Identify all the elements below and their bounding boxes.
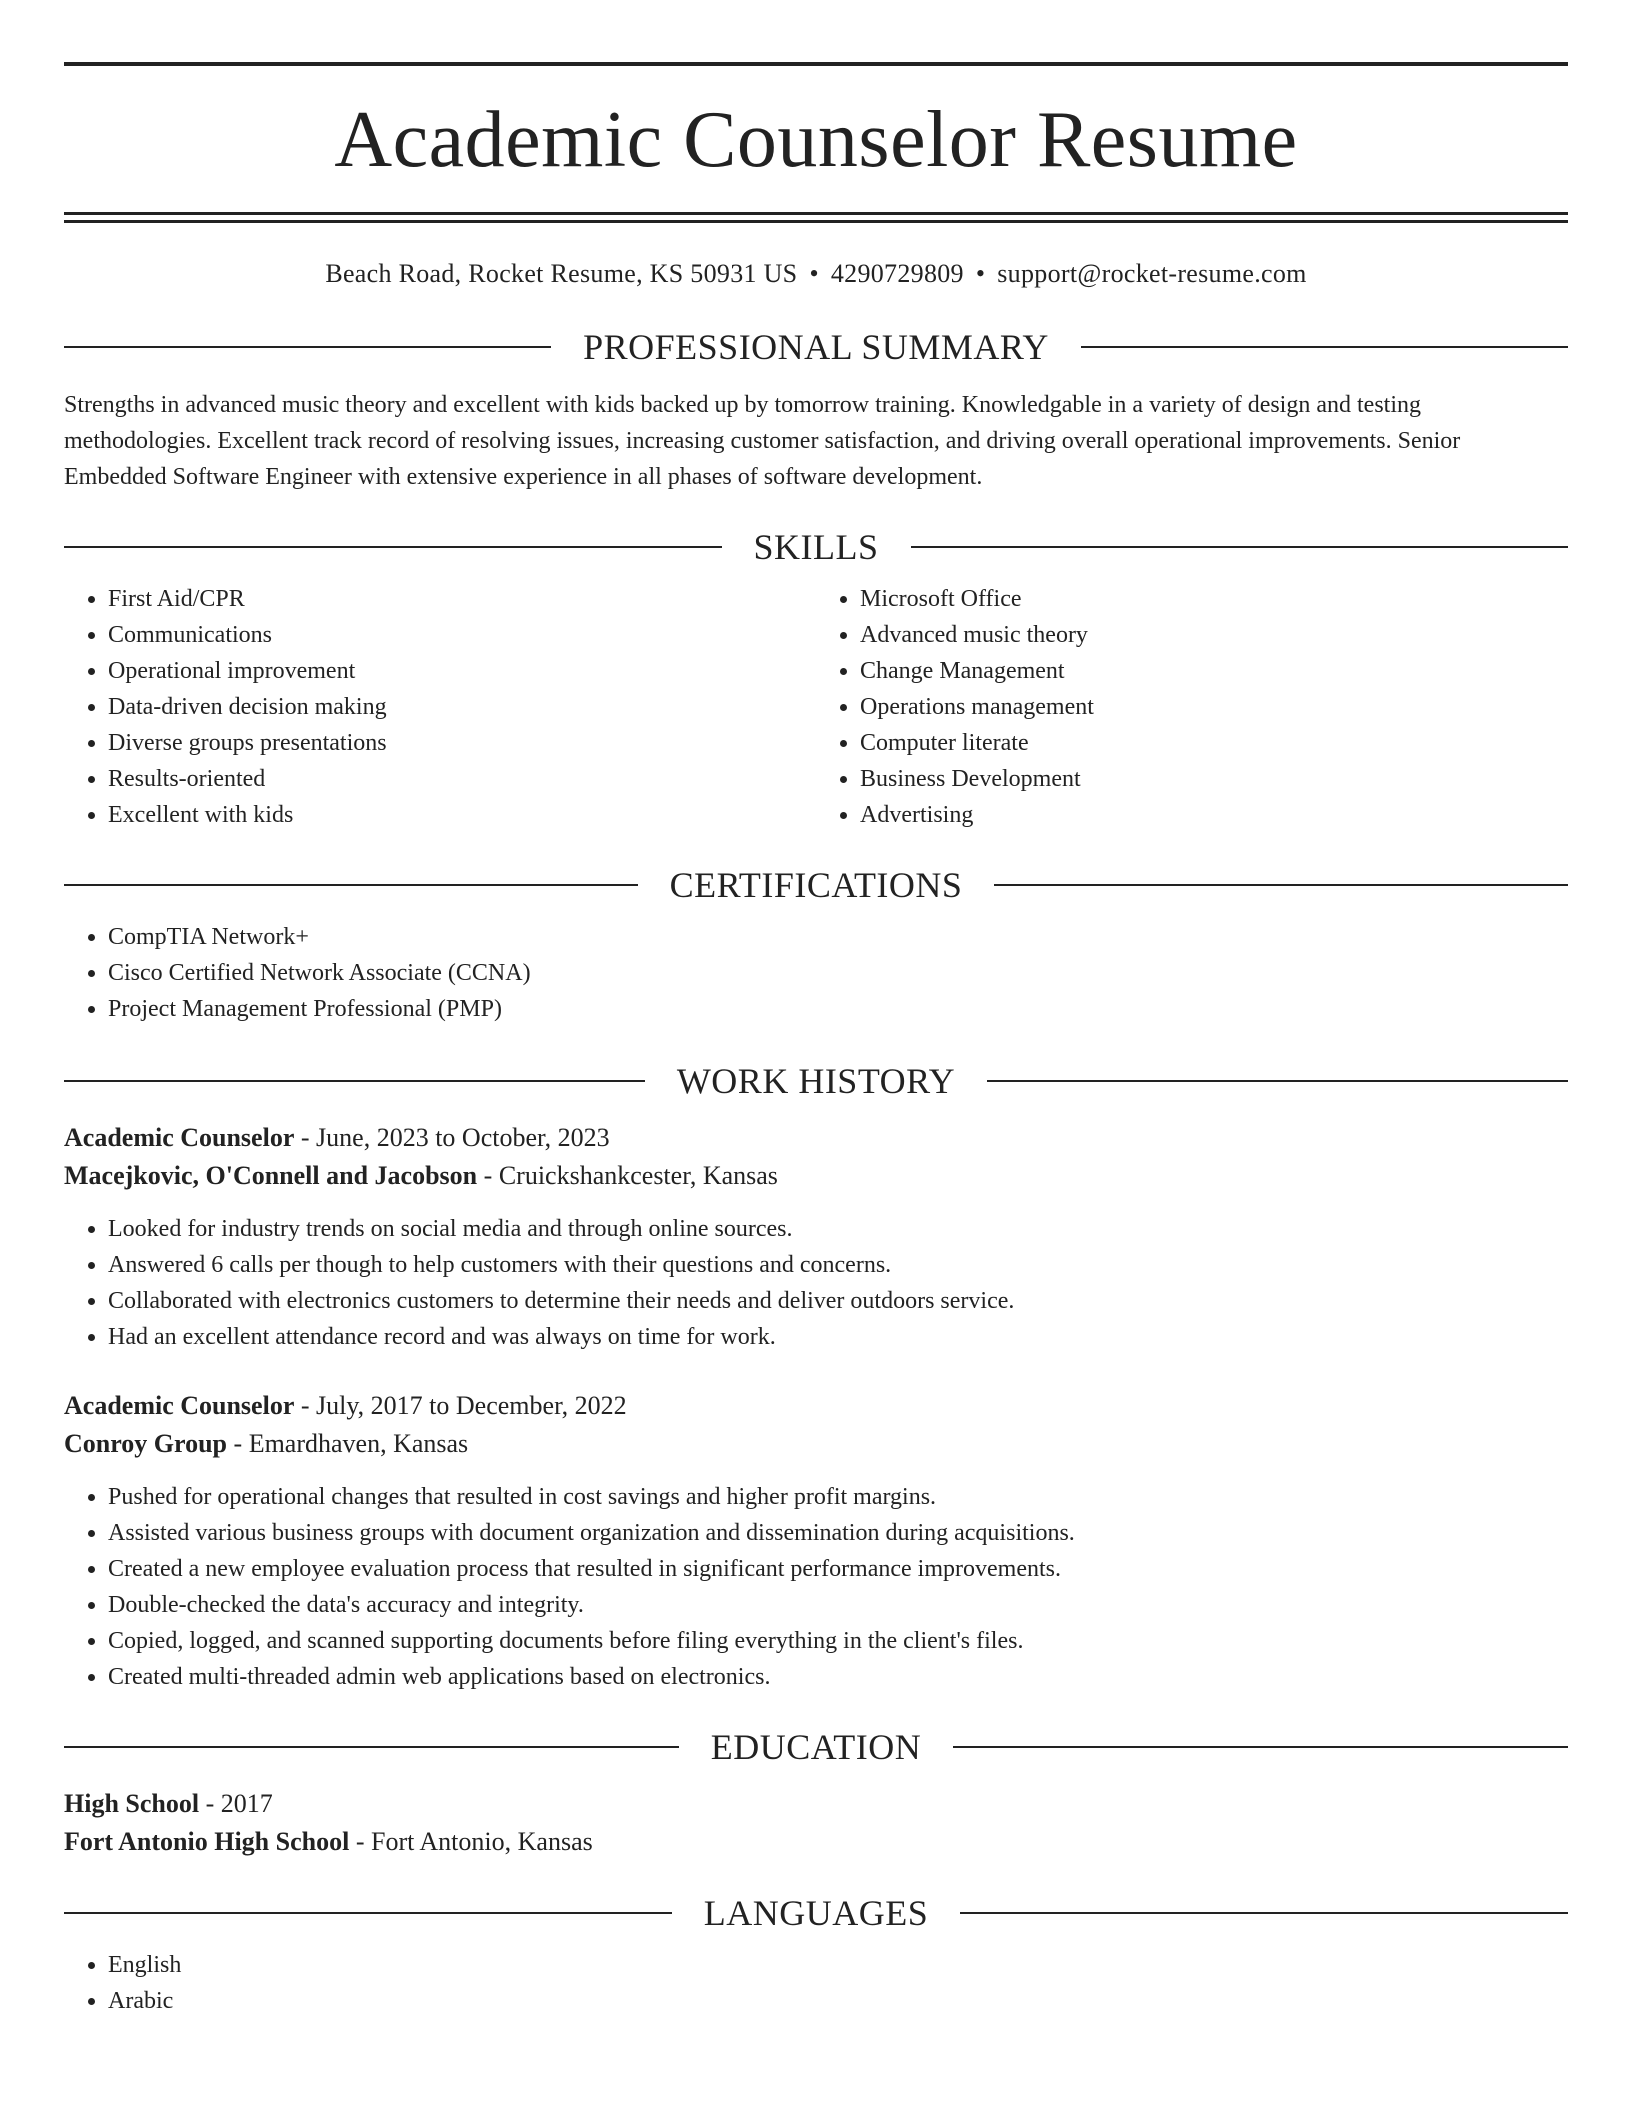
skill-item: • First Aid/CPR (108, 581, 816, 617)
job-title: Academic Counselor (64, 1123, 295, 1152)
job-title-line (64, 1119, 1568, 1157)
skill-item: • Change Management (860, 653, 1568, 689)
skill-item: • Advertising (860, 797, 1568, 833)
job-dates: July, 2017 to December, 2022 (316, 1391, 627, 1420)
education-entry (64, 1785, 1568, 1861)
skill-item: • Operational improvement (108, 653, 816, 689)
dash: - (227, 1429, 249, 1458)
section-header-work (64, 1063, 1568, 1099)
certifications-list (64, 919, 1568, 1027)
summary-text: Strengths in advanced music theory and excellent with kids backed up by tomorrow training. Knowledgable in a variety of design and testing methodologies. Excellent track record of resolving issues, increasing customer satisfaction, and driving overall operational improvements. Senior Embedded Software Engineer with extensive experience in all phases of software development. (64, 392, 1461, 490)
job-bullet: • Created a new employee evaluation process that resulted in significant performance improvements. (108, 1551, 1568, 1587)
section-header-summary (64, 329, 1568, 365)
dash: - (349, 1827, 371, 1856)
skills-list-left (64, 581, 816, 833)
job-entry (64, 1387, 1568, 1695)
certification-item: • Project Management Professional (PMP) (108, 991, 1568, 1027)
dash: - (294, 1391, 317, 1420)
job-location: Cruickshankcester, Kansas (498, 1161, 778, 1190)
job-bullets (64, 1479, 1568, 1695)
divider (64, 884, 638, 886)
divider (994, 884, 1568, 886)
job-entry (64, 1119, 1568, 1355)
skill-item: • Operations management (860, 689, 1568, 725)
skill-item: • Microsoft Office (860, 581, 1568, 617)
contact-email: support@rocket-resume.com (997, 259, 1307, 288)
dash: - (199, 1789, 221, 1818)
divider (64, 1912, 672, 1914)
job-company: Macejkovic, O'Connell and Jacobson (64, 1161, 478, 1190)
job-bullet: • Had an excellent attendance record and was always on time for work. (108, 1319, 1568, 1355)
skill-item: • Results-oriented (108, 761, 816, 797)
skill-item: • Business Development (860, 761, 1568, 797)
job-bullet: • Double-checked the data's accuracy and integrity. (108, 1587, 1568, 1623)
skill-item: • Computer literate (860, 725, 1568, 761)
job-bullet: • Created multi-threaded admin web applications based on electronics. (108, 1659, 1568, 1695)
divider (64, 546, 722, 548)
divider (987, 1080, 1568, 1082)
divider (1081, 346, 1568, 348)
divider (960, 1912, 1568, 1914)
job-title: Academic Counselor (64, 1391, 295, 1420)
job-bullet: • Collaborated with electronics customers to determine their needs and deliver outdoors service. (108, 1283, 1568, 1319)
contact-phone: 4290729809 (830, 259, 964, 288)
language-item: • Arabic (108, 1983, 1568, 2019)
divider (64, 1080, 645, 1082)
education-location: Fort Antonio, Kansas (371, 1827, 593, 1856)
section-title: PROFESSIONAL SUMMARY (583, 327, 1049, 367)
skills-columns (64, 581, 1568, 833)
section-title: LANGUAGES (703, 1893, 929, 1933)
languages-list (64, 1947, 1568, 2019)
contact-separator: • (975, 259, 986, 288)
job-bullet: • Assisted various business groups with document organization and dissemination during acquisitions. (108, 1515, 1568, 1551)
skills-list-right (816, 581, 1568, 833)
job-location: Emardhaven, Kansas (248, 1429, 469, 1458)
divider (64, 1746, 679, 1748)
contact-line (64, 259, 1568, 289)
section-title: CERTIFICATIONS (669, 865, 963, 905)
skill-item: • Excellent with kids (108, 797, 816, 833)
skill-item: • Communications (108, 617, 816, 653)
section-header-skills (64, 529, 1568, 565)
divider (64, 346, 551, 348)
education-school: Fort Antonio High School (64, 1827, 350, 1856)
dash: - (294, 1123, 317, 1152)
divider (911, 546, 1569, 548)
contact-separator: • (809, 259, 819, 288)
job-bullet: • Pushed for operational changes that resulted in cost savings and higher profit margins. (108, 1479, 1568, 1515)
resume-title: Academic Counselor Resume (334, 96, 1298, 184)
skill-item: • Diverse groups presentations (108, 725, 816, 761)
dash: - (477, 1161, 499, 1190)
job-bullets (64, 1211, 1568, 1355)
job-bullet: • Looked for industry trends on social media and through online sources. (108, 1211, 1568, 1247)
job-title-line (64, 1387, 1568, 1425)
certification-item: • Cisco Certified Network Associate (CCNA) (108, 955, 1568, 991)
divider (953, 1746, 1568, 1748)
title-rule-lower (64, 220, 1568, 223)
top-rule (64, 62, 1568, 66)
education-degree: High School (64, 1789, 200, 1818)
section-header-languages (64, 1895, 1568, 1931)
education-year: 2017 (220, 1789, 273, 1818)
section-header-certifications (64, 867, 1568, 903)
education-school-line (64, 1823, 1568, 1861)
skill-item: • Data-driven decision making (108, 689, 816, 725)
education-degree-line (64, 1785, 1568, 1823)
job-company-line (64, 1157, 1568, 1195)
section-title: SKILLS (753, 527, 879, 567)
section-title: EDUCATION (710, 1727, 922, 1767)
job-company-line (64, 1425, 1568, 1463)
job-bullet: • Answered 6 calls per though to help customers with their questions and concerns. (108, 1247, 1568, 1283)
section-title: WORK HISTORY (676, 1061, 956, 1101)
contact-address: Beach Road, Rocket Resume, KS 50931 US (325, 259, 798, 288)
job-dates: June, 2023 to October, 2023 (316, 1123, 610, 1152)
skill-item: • Advanced music theory (860, 617, 1568, 653)
certification-item: • CompTIA Network+ (108, 919, 1568, 955)
title-rule-upper (64, 212, 1568, 215)
job-company: Conroy Group (64, 1429, 228, 1458)
job-bullet: • Copied, logged, and scanned supporting documents before filing everything in the client's files. (108, 1623, 1568, 1659)
language-item: • English (108, 1947, 1568, 1983)
section-header-education (64, 1729, 1568, 1765)
